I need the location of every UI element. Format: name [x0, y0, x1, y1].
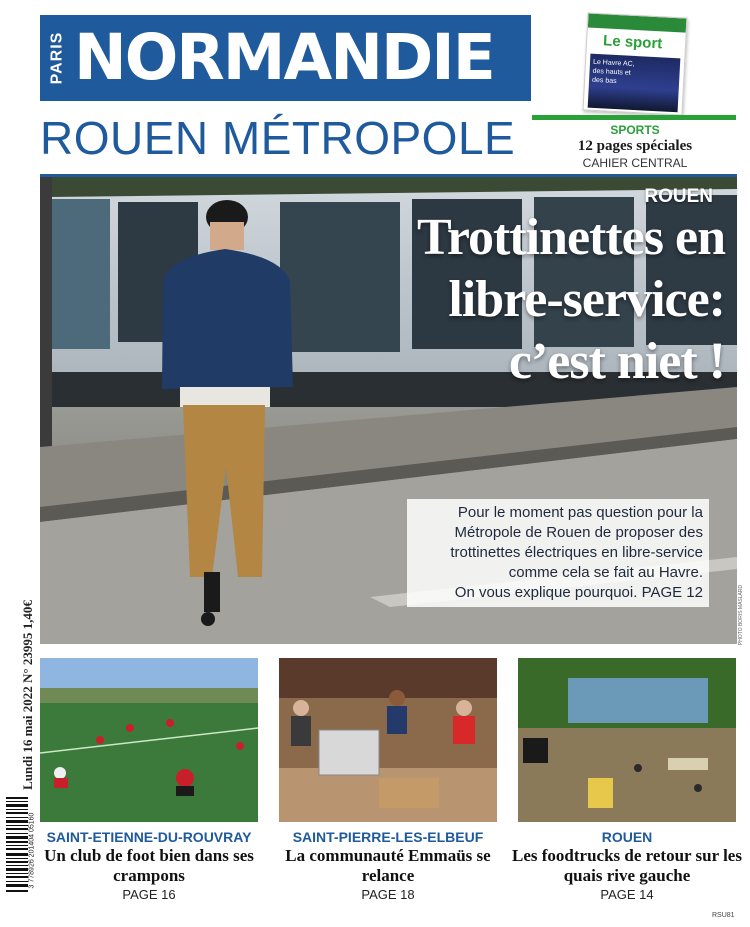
story-football[interactable] [34, 828, 264, 904]
headline-line: Trottinettes en [417, 209, 725, 266]
story-page-ref: PAGE 16 [122, 887, 176, 902]
headline-line: libre-service: [448, 271, 725, 328]
cover-deck [407, 499, 709, 607]
deck-line: trottinettes électriques en libre-service [450, 544, 703, 561]
story-kicker: SAINT-ETIENNE-DU-ROUVRAY [46, 829, 252, 845]
story-foodtrucks[interactable] [512, 828, 742, 904]
story-title: Les foodtrucks de retour sur les quais rive gauche [512, 846, 742, 885]
thumb-title: Le sport [602, 32, 663, 53]
thumb-top-bar [588, 14, 687, 33]
masthead-title: NORMANDIE [74, 21, 494, 94]
story-kicker: ROUEN [601, 829, 653, 845]
deck-line: Pour le moment pas question pour la [457, 504, 703, 521]
story-photo-foodtrucks[interactable] [518, 658, 736, 822]
thumb-text: Le Havre AC, des hauts et des bas [591, 58, 635, 86]
sport-rule [532, 115, 736, 120]
cover-headline[interactable] [270, 207, 725, 393]
footer-code: RSU81 [712, 912, 735, 919]
cover-story[interactable] [40, 177, 737, 644]
cover-kicker: ROUEN [644, 186, 713, 207]
thumb-photo [588, 54, 681, 113]
sport-teaser-note: CAHIER CENTRAL [582, 156, 688, 170]
story-page-ref: PAGE 14 [600, 887, 654, 902]
story-page-ref: PAGE 18 [361, 887, 415, 902]
headline-line: c’est niet ! [508, 333, 725, 390]
story-title: La communauté Emmaüs se relance [285, 846, 491, 885]
story-photo-football[interactable] [40, 658, 258, 822]
story-emmaus[interactable] [273, 828, 503, 904]
story-photo-emmaus[interactable] [279, 658, 497, 822]
story-kicker: SAINT-PIERRE-LES-ELBEUF [292, 829, 484, 845]
deck-line: On vous explique pourquoi. PAGE 12 [454, 584, 703, 601]
masthead-logo[interactable] [40, 15, 531, 101]
photo-credit: PHOTO BORIS MASLARD [738, 584, 745, 646]
deck-line: comme cela se fait au Havre. [508, 564, 703, 581]
sport-teaser-label: SPORTS [610, 123, 660, 137]
sport-teaser-pages[interactable]: 12 pages spéciales [577, 138, 693, 154]
issue-dateline: Lundi 16 mai 2022 N° 23995 1,40€ [20, 600, 36, 790]
edition-name: ROUEN MÉTROPOLE [40, 112, 516, 164]
barcode-digits: 3 778926 201404 05160 [28, 812, 36, 888]
sport-supplement-thumbnail[interactable] [583, 12, 688, 115]
masthead-city: PARIS [48, 31, 65, 85]
deck-line: Métropole de Rouen de proposer des [454, 524, 703, 541]
story-title: Un club de foot bien dans ses crampons [44, 846, 254, 885]
